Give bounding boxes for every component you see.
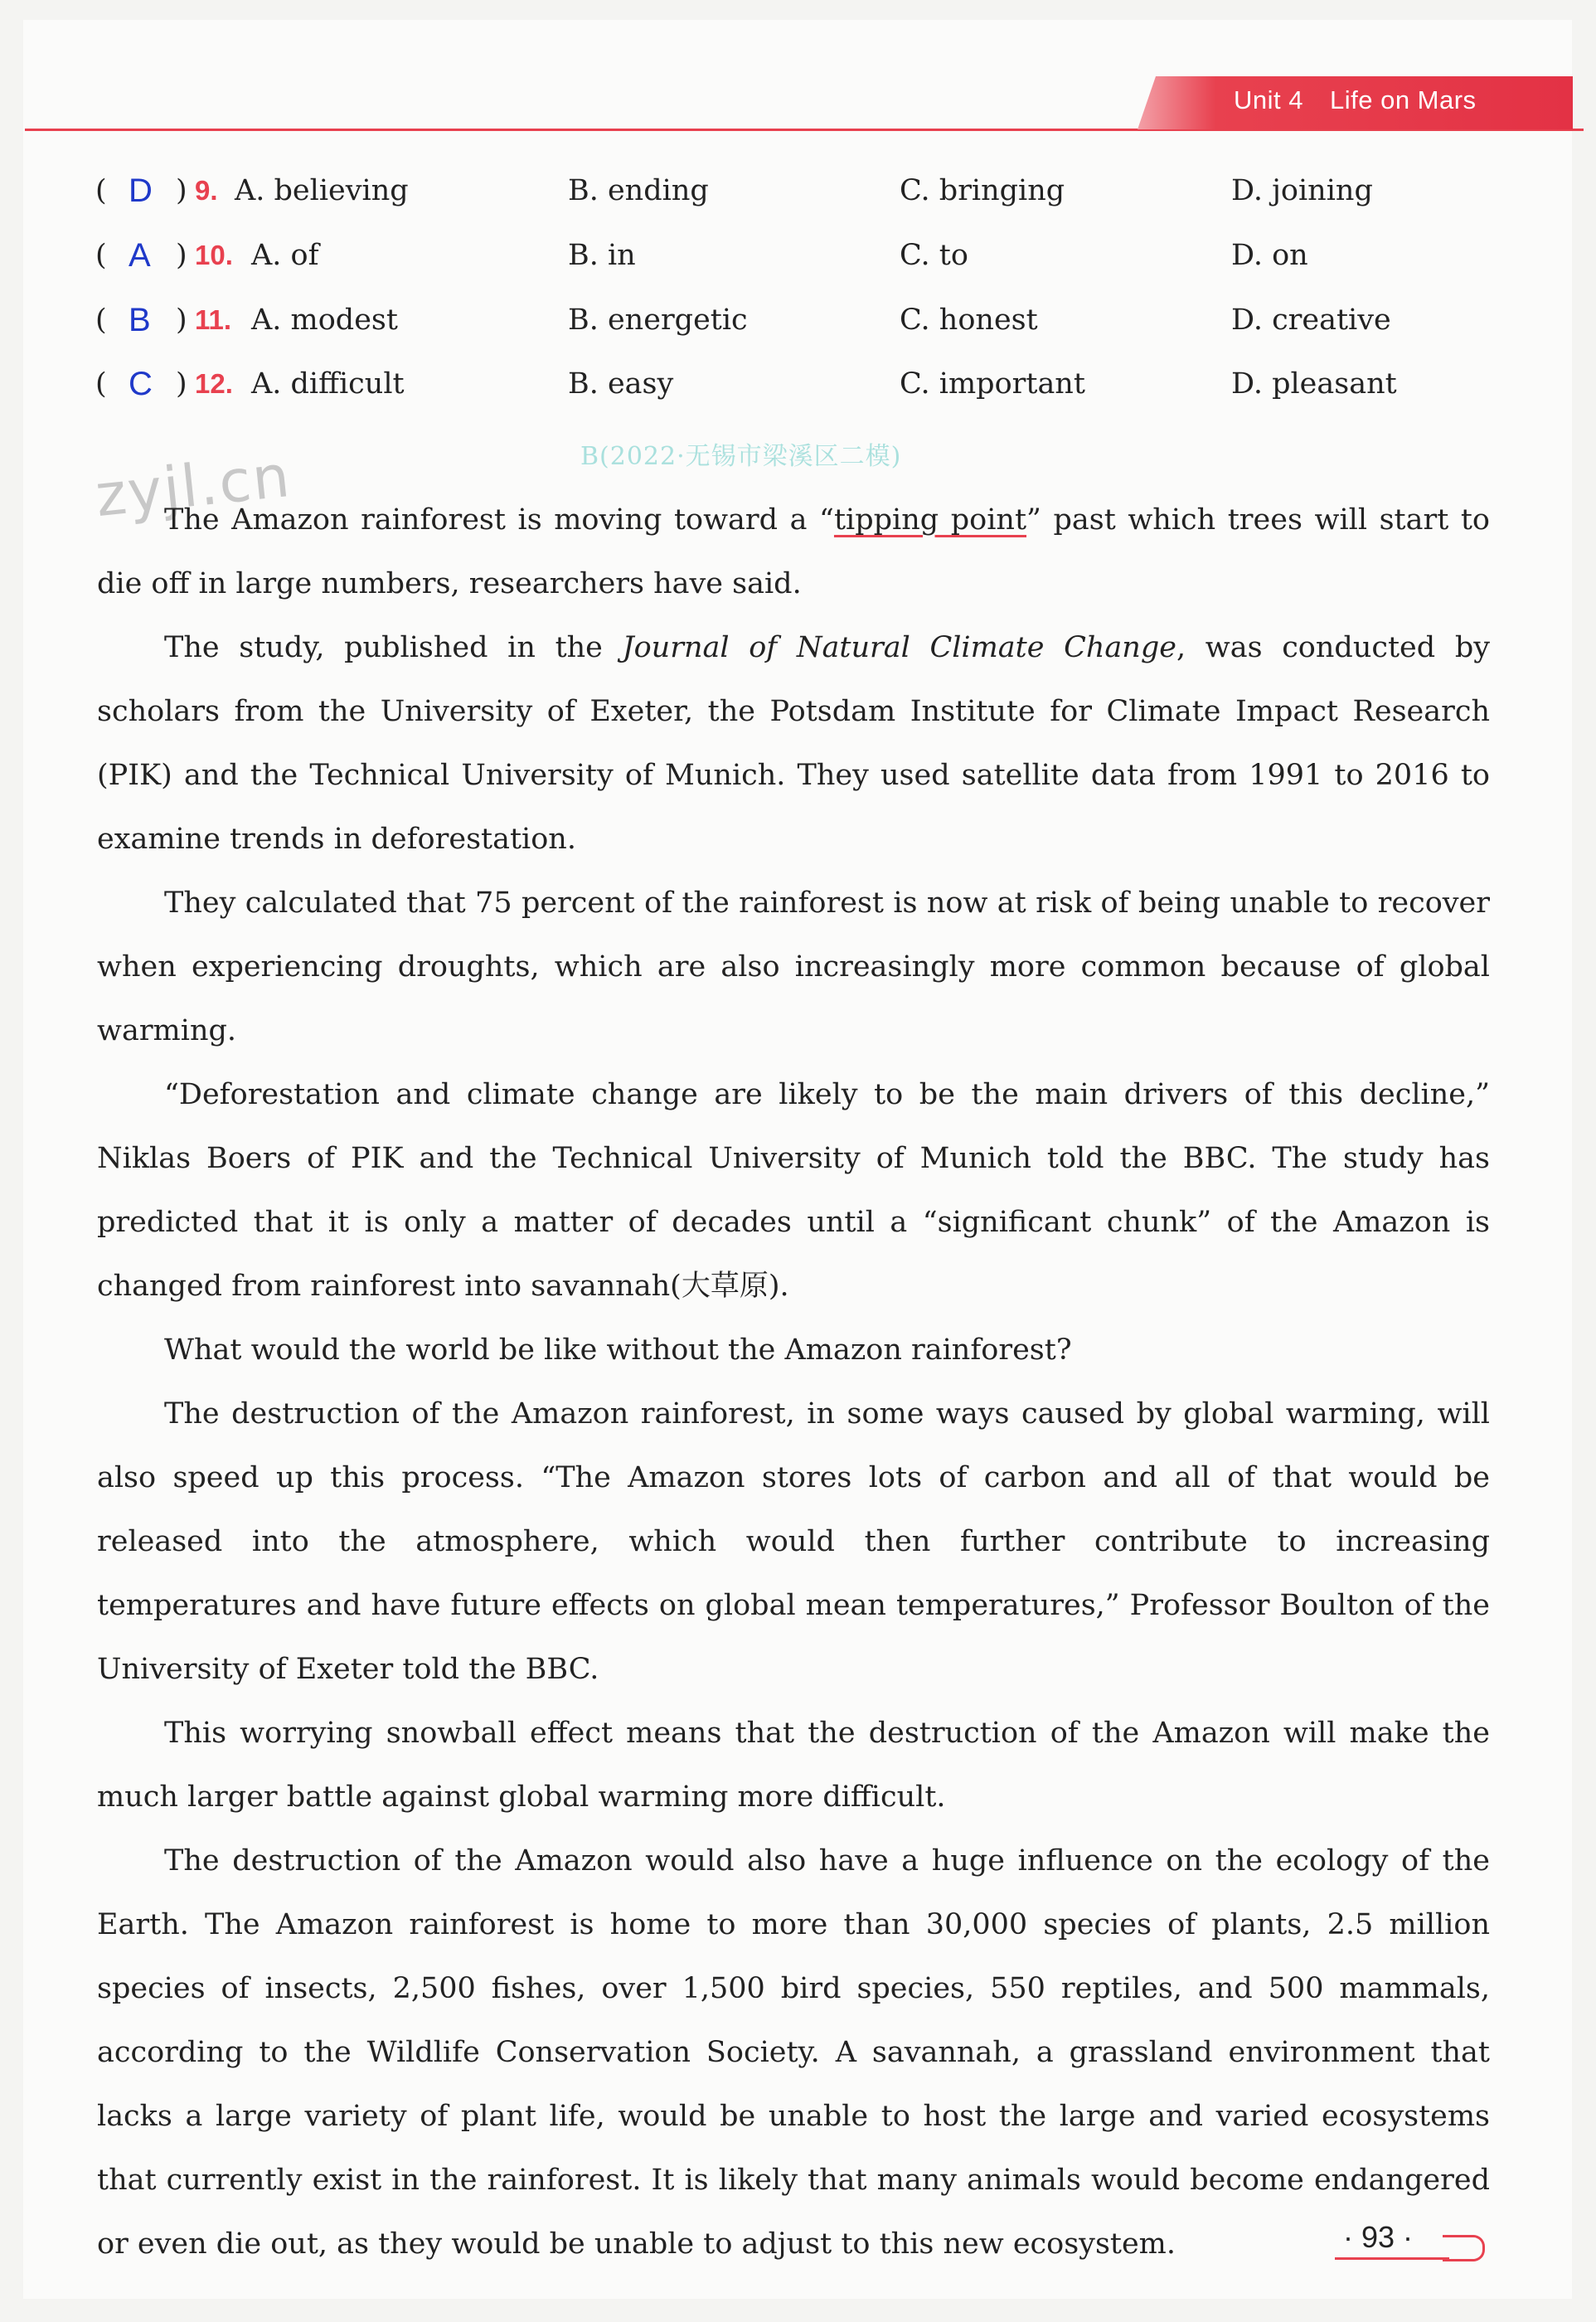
journal-title: Journal of Natural Climate Change bbox=[622, 631, 1176, 664]
option-a: A. believing bbox=[235, 174, 409, 207]
option-b: B. easy bbox=[568, 367, 674, 401]
paragraph-6: The destruction of the Amazon rainforest, in some ways caused by global warming, will also speed up this process. “The Amazon stores lots of carbon and all of that would be released into the atmosphere, which would then further contribute to increasing temperatures and have future effects on global mean temperatures,” Professor Boulton of the University of Exeter told the BBC. bbox=[97, 1397, 1490, 1686]
option-a: A. modest bbox=[251, 304, 398, 337]
unit-title: Life on Mars bbox=[1329, 85, 1477, 114]
option-b: B. ending bbox=[568, 174, 709, 207]
option-a: A. difficult bbox=[251, 367, 405, 401]
unit-label: Unit 4 bbox=[1234, 85, 1303, 114]
reading-passage bbox=[97, 488, 1490, 2276]
answer-letter: C bbox=[129, 366, 153, 402]
paragraph-4: “Deforestation and climate change are likely to be the main drivers of this decline,” Niklas Boers of PIK and the Technical University of Munich told the BBC. The study has predicted that it is only a matter of decades until a “significant chunk” of the Amazon is changed from rainforest into savannah(大草原). bbox=[97, 1078, 1490, 1303]
page-number: · 93 · bbox=[1343, 2220, 1414, 2254]
option-c: C. important bbox=[900, 367, 1085, 401]
watermark: zyjl.cn bbox=[92, 441, 294, 531]
option-d: D. creative bbox=[1231, 304, 1391, 337]
answer-letter: B bbox=[129, 302, 151, 338]
source-tag: B(2022·无锡市梁溪区二模) bbox=[580, 442, 902, 471]
option-d: D. on bbox=[1231, 239, 1308, 272]
option-c: C. bringing bbox=[900, 174, 1065, 207]
header-title bbox=[1234, 85, 1477, 115]
option-d: D. pleasant bbox=[1231, 367, 1397, 401]
question-number: 9. bbox=[195, 175, 218, 206]
answer-letter: D bbox=[129, 172, 153, 209]
question-number: 12. bbox=[195, 368, 233, 399]
paragraph-7: This worrying snowball effect means that the destruction of the Amazon will make the much larger battle against global warming more difficult. bbox=[97, 1717, 1490, 1814]
answer-letter: A bbox=[129, 237, 151, 274]
option-b: B. energetic bbox=[568, 304, 748, 337]
option-c: C. honest bbox=[900, 304, 1038, 337]
paragraph-1: The Amazon rainforest is moving toward a “tipping point” past which trees will start to die off in large numbers, researchers have said. bbox=[97, 503, 1490, 600]
question-number: 10. bbox=[195, 240, 233, 270]
option-a: A. of bbox=[251, 239, 319, 272]
page-number-ornament bbox=[1443, 2235, 1485, 2261]
paragraph-5: What would the world be like without the Amazon rainforest? bbox=[164, 1333, 1072, 1367]
option-d: D. joining bbox=[1231, 174, 1373, 207]
page-number-rule bbox=[1335, 2257, 1449, 2260]
option-b: B. in bbox=[568, 239, 636, 272]
paragraph-3: They calculated that 75 percent of the rainforest is now at risk of being unable to recover when experiencing droughts, which are also increasingly more common because of global warming. bbox=[97, 887, 1490, 1047]
paragraph-8: The destruction of the Amazon would also have a huge influence on the ecology of the Earth. The Amazon rainforest is home to more than 30,000 species of plants, 2.5 million species of insects, 2,500 fishes, over 1,500 bird species, 550 reptiles, and 500 mammals, according to the Wildlife Conservation Society. A savannah, a grassland environment that lacks a large variety of plant life, would be unable to host the large and varied ecosystems that currently exist in the rainforest. It is likely that many animals would become endangered or even die out, as they would be unable to adjust to this new ecosystem. bbox=[97, 1844, 1490, 2261]
question-number: 11. bbox=[195, 304, 232, 335]
underlined-phrase: tipping point bbox=[833, 503, 1027, 537]
paragraph-2: The study, published in the Journal of Natural Climate Change, was conducted by scholars from the University of Exeter, the Potsdam Institute for Climate Impact Research (PIK) and the Technical University of Munich. They used satellite data from 1991 to 2016 to examine trends in deforestation. bbox=[97, 631, 1490, 856]
option-c: C. to bbox=[900, 239, 968, 272]
